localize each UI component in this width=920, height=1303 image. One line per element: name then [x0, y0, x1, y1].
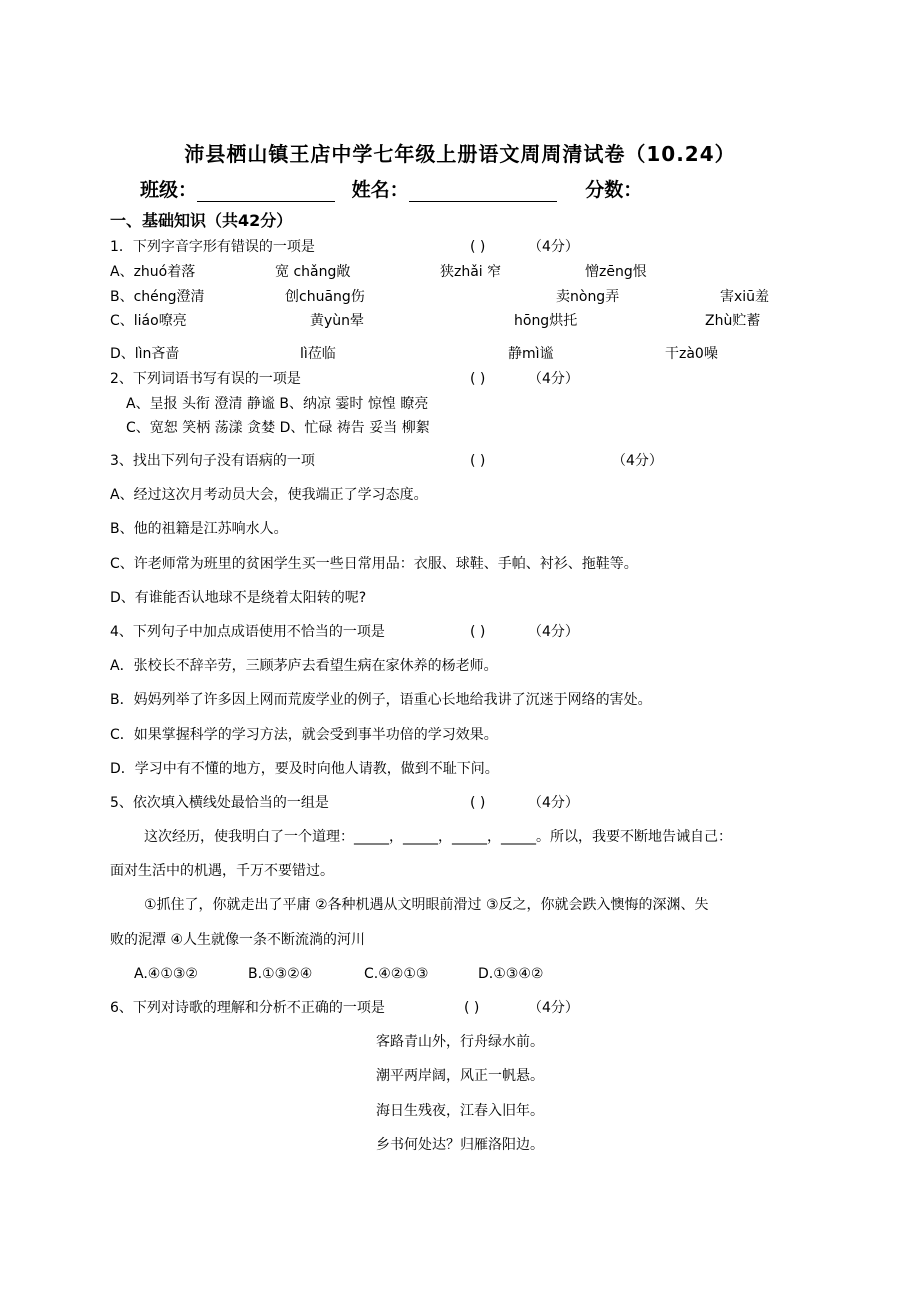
q1-option-a-1: A、zhuó着落: [110, 264, 196, 280]
q3-option-a: A、经过这次月考动员大会，使我端正了学习态度。: [110, 487, 428, 503]
q2-options-row-1: A、呈报 头衔 澄清 静谧 B、纳凉 霎时 惊惶 瞭亮: [126, 396, 429, 412]
q5-passage-line-2: 面对生活中的机遇，千万不要错过。: [110, 863, 334, 879]
question-6-points: （4分）: [528, 1000, 579, 1016]
q1-option-a-2: 宽 chǎng敞: [275, 264, 351, 280]
q1-option-c-3: hōng烘托: [514, 313, 578, 329]
q4-option-b: B．妈妈列举了许多因上网而荒废学业的例子，语重心长地给我讲了沉迷于网络的害处。: [110, 692, 652, 708]
question-3-points: （4分）: [612, 453, 663, 469]
question-5-points: （4分）: [528, 795, 579, 811]
q1-option-b-4: 害xiū羞: [720, 289, 770, 305]
question-6-bracket: ( ): [464, 1000, 480, 1016]
question-4-stem: 4、下列句子中加点成语使用不恰当的一项是: [110, 624, 385, 640]
poem-line-4: 乡书何处达？归雁洛阳边。: [376, 1137, 544, 1153]
q5-passage-line-1: 这次经历，使我明白了一个道理：_____，_____，_____，_____。所以，我要不断地告诫自己：: [144, 829, 732, 845]
question-4-points: （4分）: [528, 624, 579, 640]
name-blank: [409, 179, 557, 202]
q1-option-d-4: 干zà0噪: [665, 346, 718, 362]
q1-option-c-1: C、liáo嘹亮: [110, 313, 187, 329]
name-label: 姓名：: [351, 179, 409, 201]
q5-choice-c: C.④②①③: [364, 966, 429, 982]
score-label: 分数：: [585, 179, 643, 201]
q1-option-d-3: 静mì谧: [508, 346, 554, 362]
q1-option-d-2: lì莅临: [300, 346, 336, 362]
q4-option-c: C．如果掌握科学的学习方法，就会受到事半功倍的学习效果。: [110, 727, 498, 743]
poem-line-1: 客路青山外，行舟绿水前。: [376, 1034, 544, 1050]
q5-choice-d: D.①③④②: [478, 966, 544, 982]
question-1-points: （4分）: [528, 239, 579, 255]
q5-sentences-line-2: 败的泥潭 ④人生就像一条不断流淌的河川: [110, 932, 365, 948]
q1-option-b-3: 卖nòng弄: [556, 289, 620, 305]
class-blank: [197, 179, 335, 202]
exam-title: 沛县栖山镇王店中学七年级上册语文周周清试卷（10.24）: [184, 142, 736, 166]
question-2-stem: 2、下列词语书写有误的一项是: [110, 371, 301, 387]
poem-line-3: 海日生残夜，江春入旧年。: [376, 1103, 544, 1119]
question-4-bracket: ( ): [470, 624, 486, 640]
question-2-points: （4分）: [528, 371, 579, 387]
q2-options-row-2: C、宽恕 笑柄 荡漾 贪婪 D、忙碌 祷告 妥当 柳絮: [126, 420, 430, 436]
q1-option-a-4: 憎zēng恨: [585, 264, 647, 280]
q1-option-b-2: 创chuāng伤: [285, 289, 365, 305]
poem-line-2: 潮平两岸阔，风正一帆悬。: [376, 1068, 544, 1084]
q3-option-b: B、他的祖籍是江苏响水人。: [110, 521, 288, 537]
q1-option-b-1: B、chéng澄清: [110, 289, 205, 305]
section-heading: 一、基础知识（共42分）: [110, 211, 293, 230]
class-label: 班级：: [140, 179, 198, 201]
q1-option-c-4: Zhù贮蓄: [705, 313, 761, 329]
question-2-bracket: ( ): [470, 371, 486, 387]
student-info-row: [140, 175, 642, 202]
q3-option-d: D、有谁能否认地球不是绕着太阳转的呢?: [110, 590, 367, 606]
q5-sentences-line-1: ①抓住了，你就走出了平庸 ②各种机遇从文明眼前滑过 ③反之，你就会跌入懊悔的深渊、失: [144, 897, 709, 913]
question-3-bracket: ( ): [470, 453, 486, 469]
q4-option-d: D．学习中有不懂的地方，要及时向他人请教，做到不耻下问。: [110, 761, 499, 777]
question-5-bracket: ( ): [470, 795, 486, 811]
question-6-stem: 6、下列对诗歌的理解和分析不正确的一项是: [110, 1000, 385, 1016]
question-5-stem: 5、依次填入横线处最恰当的一组是: [110, 795, 329, 811]
q1-option-a-3: 狭zhǎi 窄: [440, 264, 502, 280]
question-1-bracket: ( ): [470, 239, 486, 255]
q1-option-d-1: D、lìn吝啬: [110, 346, 180, 362]
q5-choice-b: B.①③②④: [248, 966, 313, 982]
question-3-stem: 3、找出下列句子没有语病的一项: [110, 453, 315, 469]
q1-option-c-2: 黄yùn晕: [310, 313, 365, 329]
question-1-stem: 1．下列字音字形有错误的一项是: [110, 239, 315, 255]
q4-option-a: A．张校长不辞辛劳，三顾茅庐去看望生病在家休养的杨老师。: [110, 658, 498, 674]
q3-option-c: C、许老师常为班里的贫困学生买一些日常用品：衣服、球鞋、手帕、衬衫、拖鞋等。: [110, 556, 638, 572]
q5-choice-a: A.④①③②: [134, 966, 198, 982]
